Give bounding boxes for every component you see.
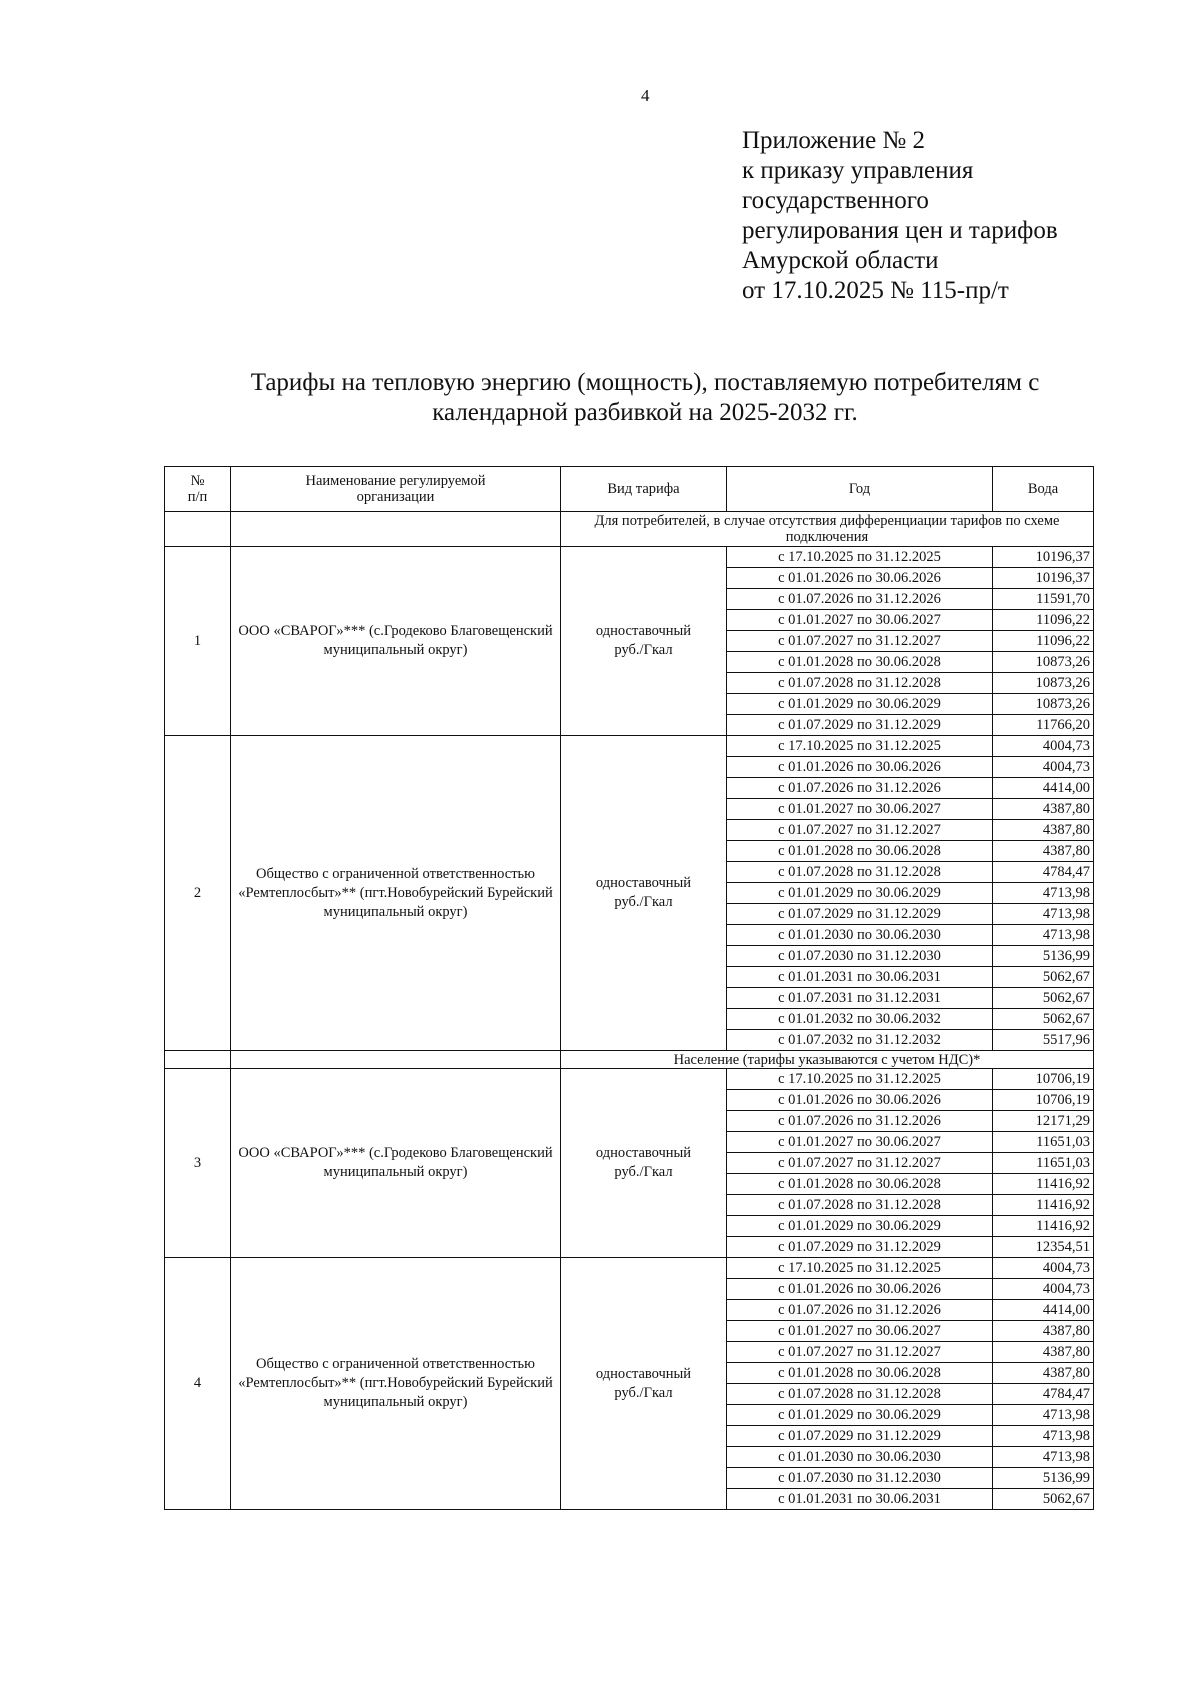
section-label: Население (тарифы указываются с учетом НДС)* — [561, 1051, 1094, 1069]
appendix-line: Амурской области — [742, 247, 939, 274]
period-cell: с 01.01.2026 по 30.06.2026 — [727, 757, 993, 778]
period-cell: с 01.01.2027 по 30.06.2027 — [727, 610, 993, 631]
period-cell: с 01.07.2027 по 31.12.2027 — [727, 1342, 993, 1363]
period-cell: с 01.01.2032 по 30.06.2032 — [727, 1009, 993, 1030]
period-cell: с 01.07.2026 по 31.12.2026 — [727, 1300, 993, 1321]
period-cell: с 01.07.2029 по 31.12.2029 — [727, 904, 993, 925]
tariff-type-unit: руб./Гкал — [614, 1164, 673, 1180]
value-cell: 4004,73 — [993, 757, 1094, 778]
tariff-type — [561, 1069, 727, 1258]
value-cell: 10706,19 — [993, 1069, 1094, 1090]
period-cell: с 01.07.2029 по 31.12.2029 — [727, 1426, 993, 1447]
value-cell: 11591,70 — [993, 589, 1094, 610]
period-cell: с 01.07.2027 по 31.12.2027 — [727, 820, 993, 841]
period-cell: с 01.01.2027 по 30.06.2027 — [727, 799, 993, 820]
period-cell: с 01.01.2028 по 30.06.2028 — [727, 841, 993, 862]
value-cell: 5062,67 — [993, 1489, 1094, 1510]
section-empty-cell — [165, 512, 231, 547]
value-cell: 4713,98 — [993, 883, 1094, 904]
table-row — [165, 1069, 1094, 1090]
period-cell: с 17.10.2025 по 31.12.2025 — [727, 547, 993, 568]
period-cell: с 01.01.2026 по 30.06.2026 — [727, 1279, 993, 1300]
value-cell: 4414,00 — [993, 1300, 1094, 1321]
tariff-type — [561, 736, 727, 1051]
value-cell: 11096,22 — [993, 610, 1094, 631]
tariff-type-unit: руб./Гкал — [614, 894, 673, 910]
value-cell: 4713,98 — [993, 1405, 1094, 1426]
period-cell: с 01.01.2029 по 30.06.2029 — [727, 1405, 993, 1426]
section-empty-cell — [231, 1051, 561, 1069]
section-row — [165, 1051, 1094, 1069]
value-cell: 4414,00 — [993, 778, 1094, 799]
period-cell: с 01.01.2028 по 30.06.2028 — [727, 652, 993, 673]
org-name: Общество с ограниченной ответственностью «Ремтеплосбыт»** (пгт.Новобурейский Бурейский муниципальный округ) — [231, 1258, 561, 1510]
section-empty-cell — [231, 512, 561, 547]
table-row — [165, 1258, 1094, 1279]
value-cell: 5062,67 — [993, 1009, 1094, 1030]
appendix-line: к приказу управления — [742, 157, 974, 184]
period-cell: с 01.07.2028 по 31.12.2028 — [727, 1384, 993, 1405]
period-cell: с 01.07.2030 по 31.12.2030 — [727, 1468, 993, 1489]
period-cell: с 01.01.2028 по 30.06.2028 — [727, 1174, 993, 1195]
period-cell: с 01.07.2029 по 31.12.2029 — [727, 1237, 993, 1258]
tariff-type-line1: одноставочный — [595, 1145, 692, 1161]
section-row — [165, 512, 1094, 547]
value-cell: 5136,99 — [993, 946, 1094, 967]
header-org — [231, 467, 561, 512]
value-cell: 4784,47 — [993, 1384, 1094, 1405]
period-cell: с 01.07.2028 по 31.12.2028 — [727, 673, 993, 694]
document-title — [160, 368, 1130, 428]
value-cell: 5136,99 — [993, 1468, 1094, 1489]
header-water: Вода — [993, 467, 1094, 512]
period-cell: с 01.07.2027 по 31.12.2027 — [727, 631, 993, 652]
period-cell: с 17.10.2025 по 31.12.2025 — [727, 1258, 993, 1279]
value-cell: 10706,19 — [993, 1090, 1094, 1111]
page-number: 4 — [641, 86, 650, 105]
title-line: календарной разбивкой на 2025-2032 гг. — [432, 399, 858, 426]
period-cell: с 01.01.2026 по 30.06.2026 — [727, 568, 993, 589]
period-cell: с 01.01.2028 по 30.06.2028 — [727, 1363, 993, 1384]
value-cell: 12354,51 — [993, 1237, 1094, 1258]
value-cell: 10873,26 — [993, 652, 1094, 673]
value-cell: 4784,47 — [993, 862, 1094, 883]
value-cell: 11416,92 — [993, 1195, 1094, 1216]
period-cell: с 01.01.2026 по 30.06.2026 — [727, 1090, 993, 1111]
value-cell: 10873,26 — [993, 694, 1094, 715]
value-cell: 4387,80 — [993, 1363, 1094, 1384]
period-cell: с 01.01.2029 по 30.06.2029 — [727, 694, 993, 715]
header-num-line2: п/п — [187, 489, 208, 505]
value-cell: 5062,67 — [993, 967, 1094, 988]
value-cell: 4387,80 — [993, 1342, 1094, 1363]
header-org-line2: организации — [356, 489, 435, 505]
org-name: ООО «СВАРОГ»*** (с.Гродеково Благовещенский муниципальный округ) — [231, 1069, 561, 1258]
period-cell: с 01.07.2026 по 31.12.2026 — [727, 589, 993, 610]
appendix-line: Приложение № 2 — [742, 127, 926, 154]
appendix-block — [742, 126, 1058, 306]
tariff-type-unit: руб./Гкал — [614, 1384, 673, 1401]
tariff-type-unit: руб./Гкал — [614, 642, 673, 658]
value-cell: 11096,22 — [993, 631, 1094, 652]
table-header-row — [165, 467, 1094, 512]
value-cell: 4004,73 — [993, 1258, 1094, 1279]
period-cell: с 01.01.2029 по 30.06.2029 — [727, 883, 993, 904]
value-cell: 10196,37 — [993, 547, 1094, 568]
org-number: 3 — [165, 1069, 231, 1258]
appendix-line: регулирования цен и тарифов — [742, 217, 1058, 244]
org-name: Общество с ограниченной ответственностью «Ремтеплосбыт»** (пгт.Новобурейский Бурейский муниципальный округ) — [231, 736, 561, 1051]
tariff-table — [164, 466, 1094, 1510]
tariff-type-line1: одноставочный — [595, 623, 692, 639]
header-num — [165, 467, 231, 512]
tariff-type — [561, 1258, 727, 1510]
org-number: 1 — [165, 547, 231, 736]
value-cell: 4713,98 — [993, 904, 1094, 925]
header-year: Год — [727, 467, 993, 512]
org-number: 4 — [165, 1258, 231, 1510]
value-cell: 4387,80 — [993, 1321, 1094, 1342]
value-cell: 10196,37 — [993, 568, 1094, 589]
period-cell: с 01.01.2030 по 30.06.2030 — [727, 1447, 993, 1468]
header-org-line1: Наименование регулируемой — [305, 473, 486, 489]
tariff-type — [561, 547, 727, 736]
value-cell: 10873,26 — [993, 673, 1094, 694]
period-cell: с 01.07.2031 по 31.12.2031 — [727, 988, 993, 1009]
table-row — [165, 736, 1094, 757]
org-number: 2 — [165, 736, 231, 1051]
period-cell: с 17.10.2025 по 31.12.2025 — [727, 736, 993, 757]
period-cell: с 01.07.2028 по 31.12.2028 — [727, 1195, 993, 1216]
header-type: Вид тарифа — [561, 467, 727, 512]
value-cell: 5062,67 — [993, 988, 1094, 1009]
title-line: Тарифы на тепловую энергию (мощность), поставляемую потребителям с — [250, 369, 1040, 396]
value-cell: 11651,03 — [993, 1132, 1094, 1153]
section-label: Для потребителей, в случае отсутствия дифференциации тарифов по схеме подключения — [561, 512, 1094, 547]
value-cell: 4713,98 — [993, 1447, 1094, 1468]
value-cell: 11416,92 — [993, 1216, 1094, 1237]
value-cell: 12171,29 — [993, 1111, 1094, 1132]
period-cell: с 01.01.2031 по 30.06.2031 — [727, 1489, 993, 1510]
value-cell: 11766,20 — [993, 715, 1094, 736]
period-cell: с 01.07.2026 по 31.12.2026 — [727, 1111, 993, 1132]
value-cell: 11416,92 — [993, 1174, 1094, 1195]
tariff-type-line1: одноставочный — [595, 1365, 692, 1382]
value-cell: 4713,98 — [993, 1426, 1094, 1447]
appendix-line: от 17.10.2025 № 115-пр/т — [742, 277, 1009, 304]
value-cell: 11651,03 — [993, 1153, 1094, 1174]
value-cell: 4713,98 — [993, 925, 1094, 946]
table-body — [165, 512, 1094, 1510]
period-cell: с 01.01.2029 по 30.06.2029 — [727, 1216, 993, 1237]
tariff-type-line1: одноставочный — [595, 875, 692, 891]
period-cell: с 01.07.2028 по 31.12.2028 — [727, 862, 993, 883]
period-cell: с 01.07.2026 по 31.12.2026 — [727, 778, 993, 799]
header-num-line1: № — [190, 473, 205, 489]
value-cell: 4004,73 — [993, 1279, 1094, 1300]
period-cell: с 01.07.2032 по 31.12.2032 — [727, 1030, 993, 1051]
org-name: ООО «СВАРОГ»*** (с.Гродеково Благовещенский муниципальный округ) — [231, 547, 561, 736]
period-cell: с 01.01.2031 по 30.06.2031 — [727, 967, 993, 988]
table-row — [165, 547, 1094, 568]
period-cell: с 01.01.2027 по 30.06.2027 — [727, 1132, 993, 1153]
value-cell: 4387,80 — [993, 820, 1094, 841]
period-cell: с 01.01.2027 по 30.06.2027 — [727, 1321, 993, 1342]
period-cell: с 01.01.2030 по 30.06.2030 — [727, 925, 993, 946]
section-empty-cell — [165, 1051, 231, 1069]
appendix-line: государственного — [742, 187, 929, 214]
value-cell: 4387,80 — [993, 799, 1094, 820]
value-cell: 4387,80 — [993, 841, 1094, 862]
period-cell: с 01.07.2030 по 31.12.2030 — [727, 946, 993, 967]
period-cell: с 17.10.2025 по 31.12.2025 — [727, 1069, 993, 1090]
value-cell: 4004,73 — [993, 736, 1094, 757]
period-cell: с 01.07.2027 по 31.12.2027 — [727, 1153, 993, 1174]
value-cell: 5517,96 — [993, 1030, 1094, 1051]
period-cell: с 01.07.2029 по 31.12.2029 — [727, 715, 993, 736]
